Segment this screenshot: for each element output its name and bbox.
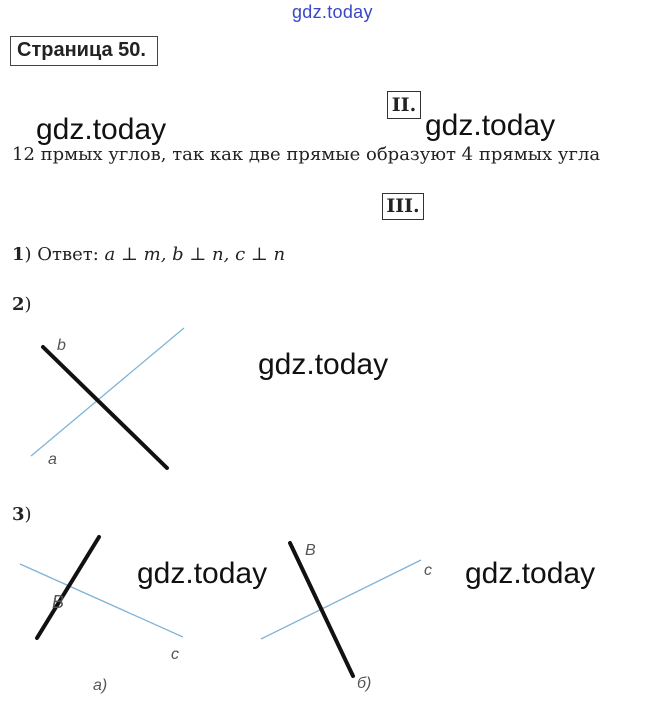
figure-2-label-b: b (57, 337, 66, 354)
figure-3b-caption: б) (357, 675, 372, 692)
figure-3b-line-c (261, 560, 421, 639)
watermark-top: gdz.today (292, 2, 373, 22)
page-title: Страница 50. (10, 36, 158, 66)
item-1-number: 1 (12, 244, 25, 265)
section-ii-text: 12 прмых углов, так как две прямые образуют 4 прямых угла (12, 144, 601, 165)
watermark-bottom-right: gdz.today (465, 557, 596, 590)
item-1-answer: a ⊥ m, b ⊥ n, c ⊥ n (104, 244, 286, 265)
section-label-iii: III. (382, 193, 424, 220)
figure-2-label-a: a (48, 451, 57, 468)
item-1-prefix: Ответ: (37, 244, 105, 265)
figure-3a-label-b: B (52, 592, 65, 612)
watermark-left: gdz.today (36, 113, 167, 146)
watermark-bottom-left: gdz.today (137, 557, 268, 590)
item-2-paren: ) (24, 294, 32, 315)
item-3-paren: ) (24, 504, 32, 525)
figure-3a-caption: а) (93, 677, 108, 694)
figure-3b-label-b: B (305, 542, 316, 559)
item-3-number: 3 (12, 504, 25, 525)
figure-3b-label-c: c (424, 562, 432, 579)
figure-3b-line-b (290, 543, 353, 676)
watermark-middle: gdz.today (258, 348, 389, 381)
item-1-paren: ) (24, 244, 32, 265)
item-2-number: 2 (12, 294, 25, 315)
watermark-right: gdz.today (425, 109, 556, 142)
figure-3a-label-c: c (171, 646, 179, 663)
section-label-ii: II. (387, 91, 421, 119)
